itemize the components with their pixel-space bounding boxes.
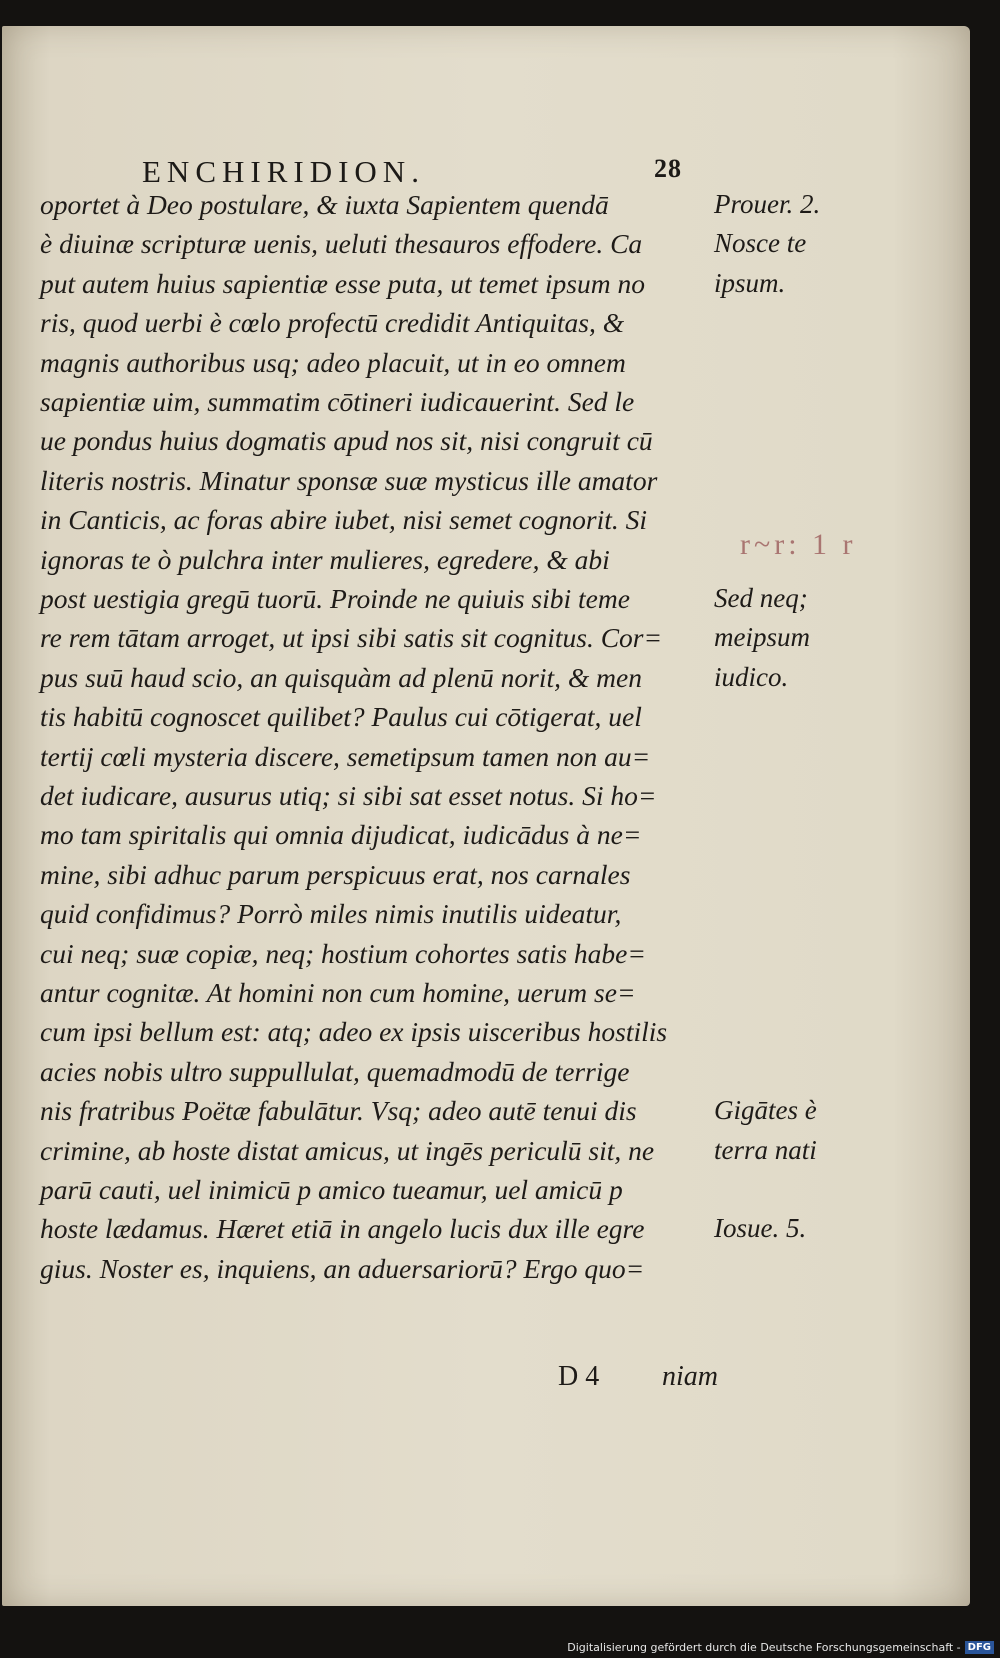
dfg-logo-icon: DFG [965,1641,994,1654]
text-line: quid confidimus? Porrò miles nimis inutilis uideatur, [40,898,622,930]
text-line: è diuinæ scripturæ uenis, ueluti thesauros effodere. Ca [40,228,643,260]
text-line: sapientiæ uim, summatim cōtineri iudicauerint. Sed le [40,386,635,417]
margin-note: Iosue. 5. [714,1213,807,1244]
catchword: niam [662,1361,718,1392]
book-page [2,26,970,1606]
margin-note: Prouer. 2. [714,189,821,219]
text-line: nis fratribus Poëtæ fabulātur. Vsq; adeo autē tenui dis [40,1095,637,1127]
margin-note: ipsum. [714,267,786,298]
margin-note: terra nati [714,1134,817,1165]
text-line: ris, quod uerbi è cœlo profectū credidit Antiquitas, & [40,307,625,339]
text-line: cui neq; suæ copiæ, neq; hostium cohortes satis habe= [40,937,646,969]
text-line: ignoras te ò pulchra inter mulieres, egredere, & abi [40,543,610,575]
text-line: det iudicare, ausurus utiq; si sibi sat esset notus. Si ho= [40,780,657,811]
text-line: re rem tātam arroget, ut ipsi sibi satis sit cognitus. Cor= [40,622,663,654]
text-line: in Canticis, ac foras abire iubet, nisi semet cognorit. Si [40,504,648,536]
digitization-credit [567,1640,994,1654]
margin-note: Sed neq; [714,583,808,613]
text-line: literis nostris. Minatur sponsæ suæ mysticus ille amator [40,464,658,496]
margin-note: Nosce te [714,228,807,259]
text-line: hoste lædamus. Hæret etiā in angelo lucis dux ille egre [40,1213,645,1245]
text-line: parū cauti, uel inimicū p amico tueamur, uel amicū p [40,1174,623,1205]
page-number: 28 [654,154,682,183]
text-line: acies nobis ultro suppullulat, quemadmodū de terrige [40,1055,630,1087]
text-line: gius. Noster es, inquiens, an aduersariorū? Ergo quo= [40,1252,645,1284]
text-line: mo tam spiritalis qui omnia dijudicat, iudicādus à ne= [40,819,642,851]
margin-note: iudico. [714,661,789,692]
page-footer-signature [2,1361,970,1401]
text-line: post uestigia gregū tuorū. Proinde ne quiuis sibi teme [40,583,630,614]
text-line: magnis authoribus usq; adeo placuit, ut in eo omnem [40,346,626,378]
text-line: pus suū haud scio, an quisquàm ad plenū norit, & men [40,661,642,693]
text-line: oportet à Deo postulare, & iuxta Sapientem quendā [40,189,609,220]
text-line: ue pondus huius dogmatis apud nos sit, nisi congruit cū [40,425,653,457]
text-line: antur cognitæ. At homini non cum homine, uerum se= [40,977,636,1008]
text-line: mine, sibi adhuc parum perspicuus erat, nos carnales [40,858,631,890]
text-line: tertij cœli mysteria discere, semetipsum tamen non au= [40,740,651,772]
signature-mark: D 4 [558,1361,600,1392]
credit-text: Digitalisierung gefördert durch die Deutsche Forschungsgemeinschaft - [567,1640,961,1654]
text-line: put autem huius sapientiæ esse puta, ut temet ipsum no [40,267,645,299]
text-line: tis habitū cognoscet quilibet? Paulus cui cōtigerat, uel [40,701,642,733]
running-title: ENCHIRIDION. [142,154,425,189]
text-line: cum ipsi bellum est: atq; adeo ex ipsis uisceribus hostilis [40,1016,668,1048]
text-line: crimine, ab hoste distat amicus, ut ingēs periculū sit, ne [40,1134,655,1166]
margin-note: Gigātes è [714,1095,817,1126]
margin-note: meipsum [714,622,810,653]
bleed-through-stamp: r~r: 1 r [740,528,857,561]
